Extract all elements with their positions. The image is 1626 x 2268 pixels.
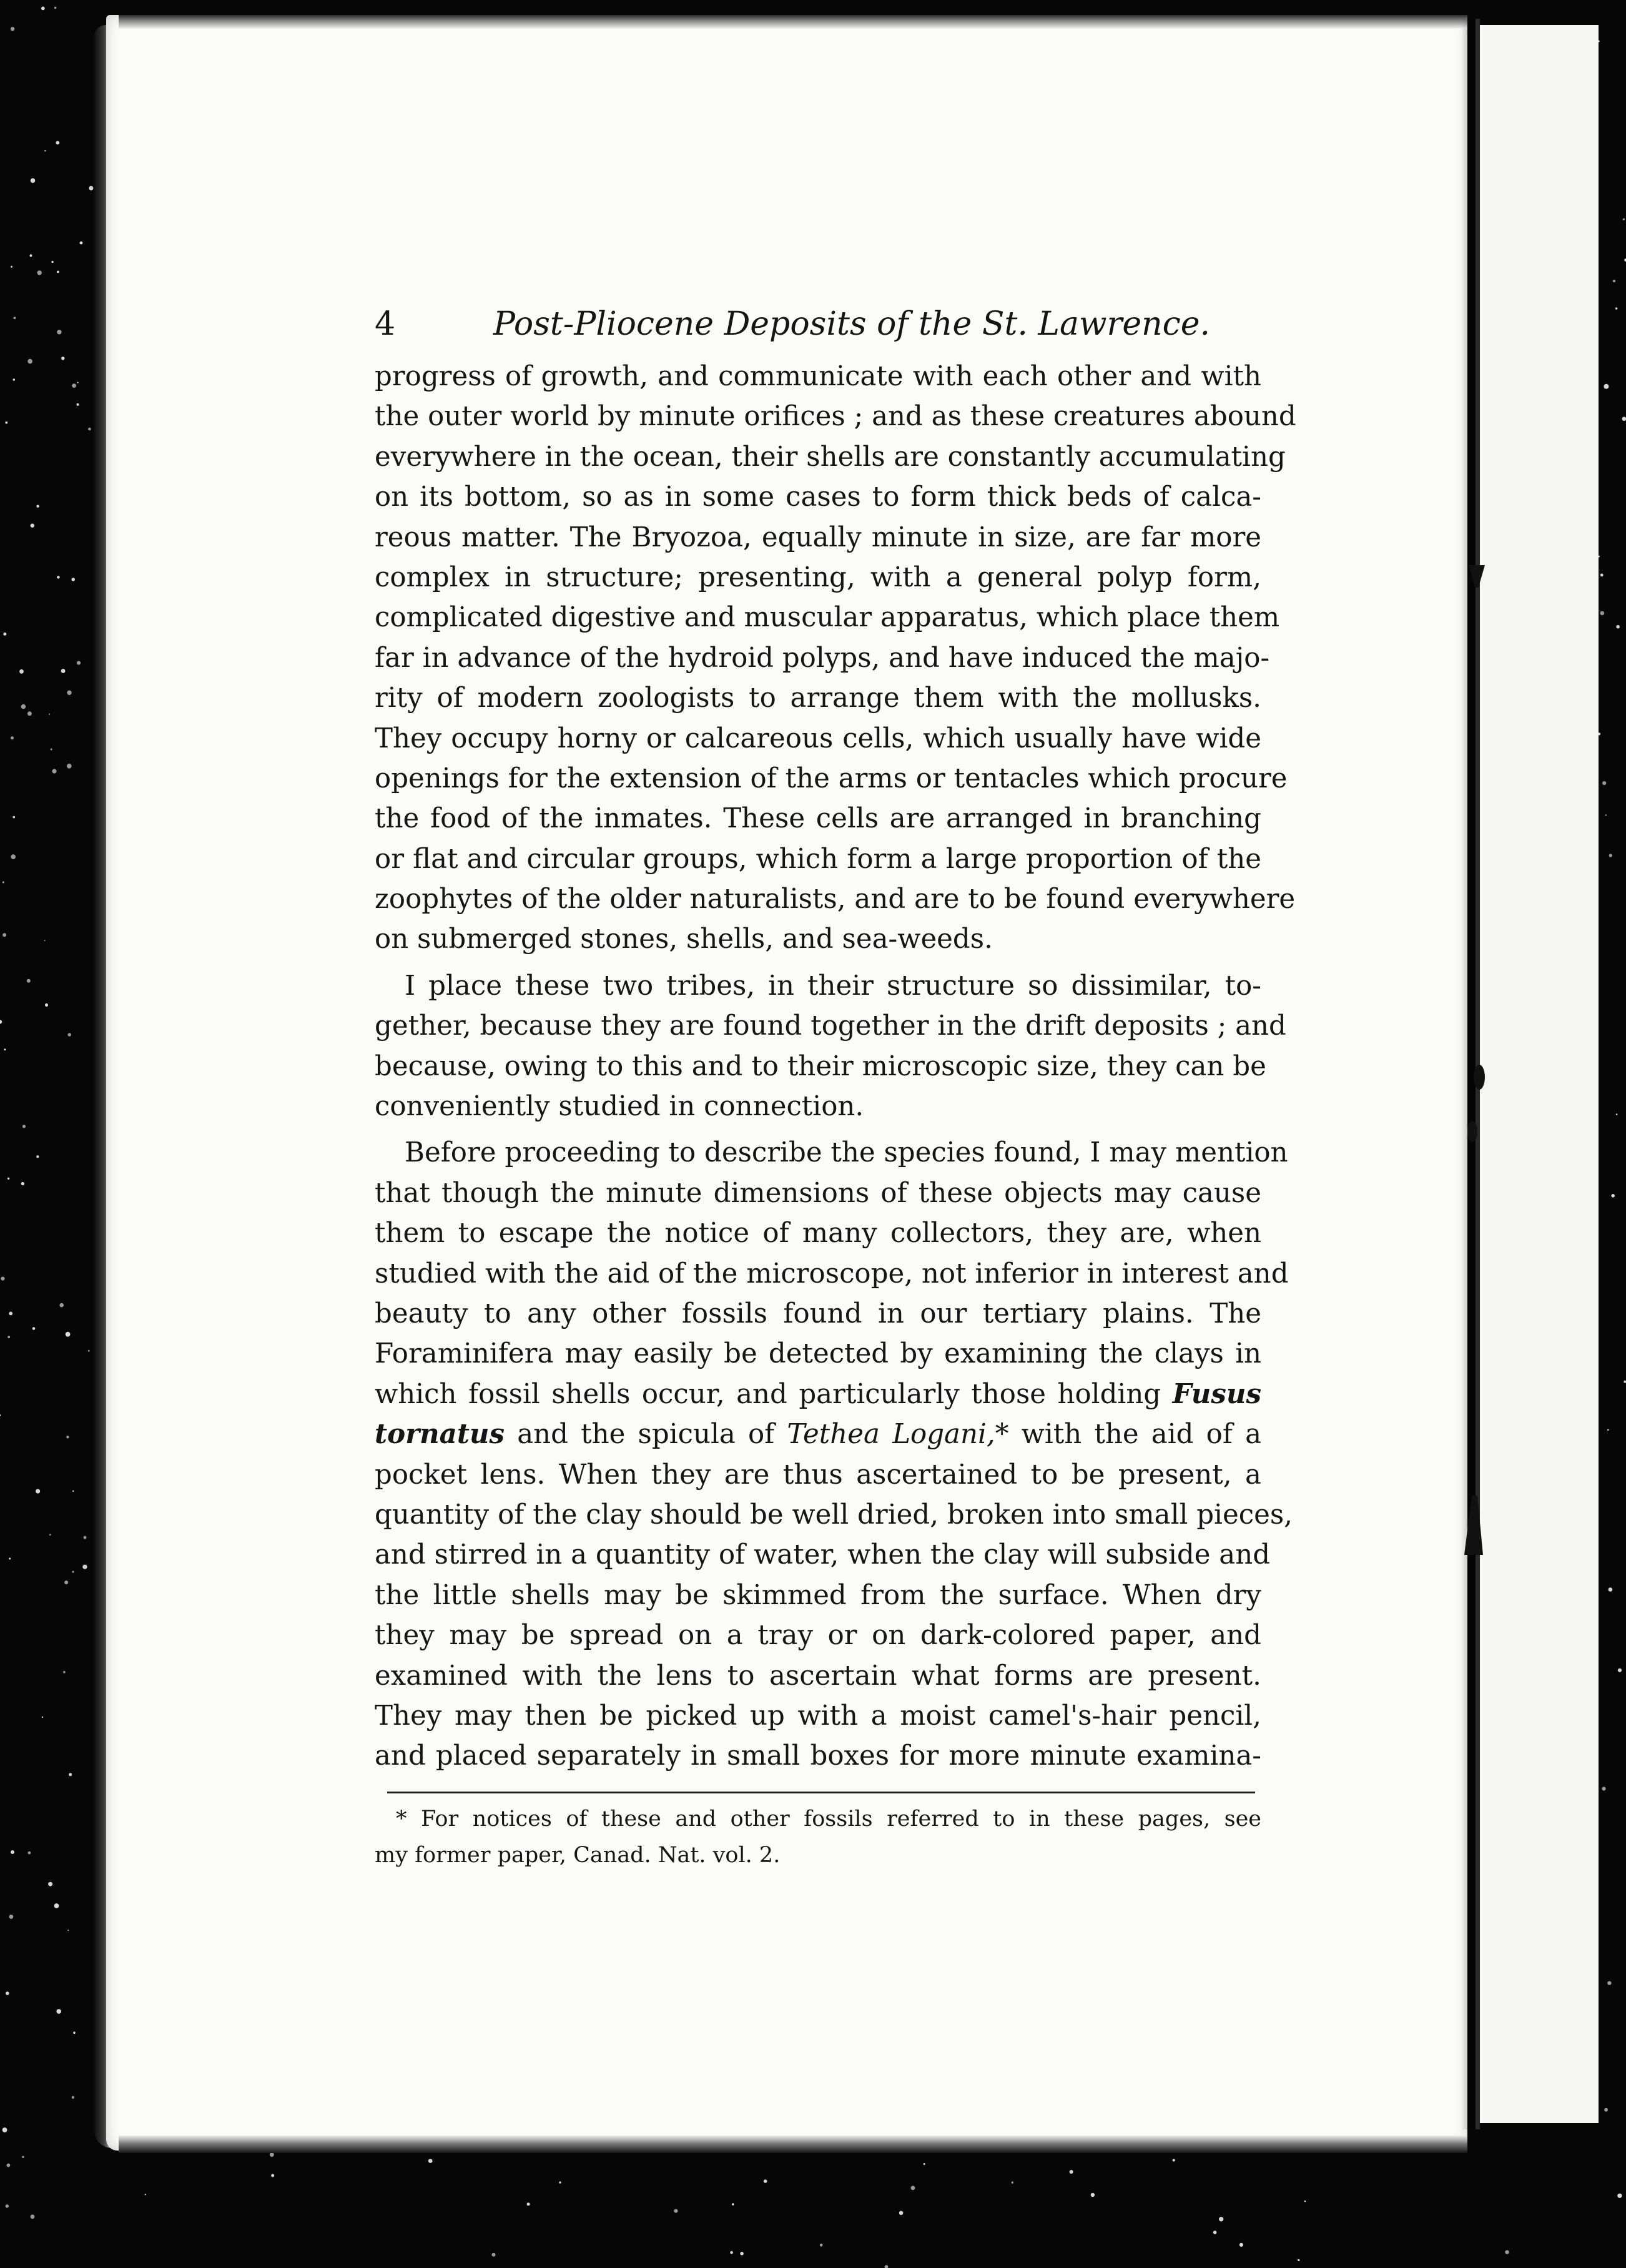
scan-speck bbox=[49, 714, 50, 715]
scan-speck bbox=[271, 2174, 274, 2177]
scan-speck bbox=[54, 1903, 59, 1908]
scan-speck bbox=[31, 178, 36, 183]
scan-speck bbox=[49, 1534, 51, 1536]
text-run: and the spicula of bbox=[505, 1419, 787, 1451]
scan-speck bbox=[1, 1277, 4, 1281]
scan-speck bbox=[1012, 2181, 1013, 2183]
text-line: because, owing to this and to their microscopic size, they can be bbox=[375, 1050, 1266, 1082]
scan-speck bbox=[27, 979, 31, 983]
italic-term: Tethea Logani, bbox=[787, 1419, 995, 1451]
scan-speck bbox=[2, 881, 4, 883]
scan-speck bbox=[67, 1930, 69, 1931]
scan-speck bbox=[11, 854, 16, 859]
text-line: zoophytes of the older naturalists, and are to be found everywhere bbox=[375, 884, 1296, 915]
text-line: They occupy horny or calcareous cells, which usually have wide bbox=[375, 722, 1261, 754]
text-line: they may be spread on a tray or on dark-colored paper, and bbox=[375, 1620, 1261, 1652]
footnote-rule bbox=[387, 1792, 1255, 1793]
scan-speck bbox=[6, 1991, 9, 1995]
scan-speck bbox=[764, 2179, 767, 2183]
scan-speck bbox=[1609, 854, 1612, 857]
scan-speck bbox=[1609, 1587, 1613, 1592]
paragraph bbox=[375, 966, 1286, 1127]
text-line: the food of the inmates. These cells are arranged in branching bbox=[375, 803, 1261, 835]
scan-speck bbox=[740, 2252, 744, 2256]
scan-speck bbox=[1624, 1381, 1626, 1383]
scan-speck bbox=[64, 1580, 68, 1584]
text-line: reous matter. The Bryozoa, equally minute in size, are far more bbox=[375, 521, 1261, 553]
scan-speck bbox=[820, 2244, 823, 2247]
scan-speck bbox=[1617, 2194, 1622, 2198]
scan-speck bbox=[270, 2152, 274, 2157]
scan-speck bbox=[1173, 2159, 1175, 2161]
scan-speck bbox=[88, 1350, 90, 1352]
scan-speck bbox=[145, 2194, 146, 2195]
scan-speck bbox=[1298, 2259, 1299, 2261]
scan-speck bbox=[59, 1303, 64, 1308]
scan-speck bbox=[66, 1436, 69, 1438]
text-line: quantity of the clay should be well dried, broken into small pieces, bbox=[375, 1499, 1293, 1531]
scan-speck bbox=[559, 2181, 561, 2183]
scan-speck bbox=[730, 2251, 733, 2254]
scan-speck bbox=[1304, 2201, 1306, 2202]
scan-speck bbox=[1602, 1787, 1605, 1790]
text-line: them to escape the notice of many collectors, they are, when bbox=[375, 1218, 1261, 1250]
scan-speck bbox=[1616, 1113, 1618, 1115]
scan-speck bbox=[11, 266, 12, 268]
text-line: complicated digestive and muscular apparatus, which place them bbox=[375, 602, 1280, 634]
page-top-edge bbox=[119, 15, 1467, 29]
scan-speck bbox=[57, 330, 61, 334]
scan-speck bbox=[7, 2164, 11, 2167]
scan-speck bbox=[41, 7, 45, 11]
scan-speck bbox=[2, 933, 6, 937]
scan-speck bbox=[19, 669, 24, 674]
scan-speck bbox=[88, 428, 91, 431]
text-line: on submerged stones, shells, and sea-weeds. bbox=[375, 924, 993, 955]
text-line: openings for the extension of the arms or tentacles which procure bbox=[375, 762, 1288, 794]
scan-speck bbox=[11, 1850, 14, 1854]
text-line: far in advance of the hydroid polyps, and have induced the majo- bbox=[375, 642, 1270, 674]
scan-speck bbox=[11, 736, 14, 739]
scan-speck bbox=[1607, 1429, 1609, 1431]
scan-speck bbox=[1604, 384, 1609, 389]
scan-speck bbox=[7, 1336, 10, 1338]
text-line: progress of growth, and communicate with each other and with bbox=[375, 361, 1261, 392]
text-line: and stirred in a quantity of water, when the clay will subside and bbox=[375, 1539, 1271, 1571]
text-line: that though the minute dimensions of these objects may cause bbox=[375, 1177, 1261, 1209]
scan-speck bbox=[36, 1489, 40, 1494]
text-line: beauty to any other fossils found in our tertiary plains. The bbox=[375, 1298, 1261, 1329]
scan-speck bbox=[61, 669, 66, 673]
scan-speck bbox=[57, 576, 60, 579]
scan-speck bbox=[0, 1020, 2, 1023]
italic-term: Fusus bbox=[1172, 1378, 1262, 1410]
scan-speck bbox=[31, 524, 34, 528]
scan-speck bbox=[428, 2159, 433, 2163]
text-line: I place these two tribes, in their structure so dissimilar, to- bbox=[405, 970, 1261, 1002]
scan-speck bbox=[22, 1125, 26, 1128]
scan-speck bbox=[69, 1773, 72, 1776]
scan-speck bbox=[1602, 781, 1606, 785]
text-line: and placed separately in small boxes for more minute examina- bbox=[375, 1740, 1261, 1772]
text-line bbox=[375, 1374, 1261, 1414]
scan-speck bbox=[1213, 2231, 1217, 2234]
scan-speck bbox=[9, 1915, 14, 1919]
scan-speck bbox=[51, 749, 52, 751]
scan-speck bbox=[89, 186, 93, 190]
scan-speck bbox=[1615, 307, 1617, 309]
text-line: rity of modern zoologists to arrange them with the mollusks. bbox=[375, 683, 1261, 714]
scan-speck bbox=[0, 1414, 1, 1416]
scan-speck bbox=[72, 1571, 74, 1573]
scan-speck bbox=[1618, 1669, 1622, 1672]
scan-speck bbox=[77, 403, 79, 406]
scan-speck bbox=[1611, 1194, 1615, 1198]
scan-speck bbox=[67, 691, 71, 695]
text-line: the little shells may be skimmed from the surface. When dry bbox=[375, 1579, 1261, 1611]
scan-speck bbox=[57, 271, 59, 274]
scan-speck bbox=[2, 2127, 7, 2132]
running-title: Post-Pliocene Deposits of the St. Lawrence. bbox=[493, 305, 1211, 343]
scan-speck bbox=[1219, 2217, 1223, 2221]
scan-speck bbox=[14, 317, 16, 319]
scan-speck bbox=[21, 1182, 24, 1185]
page-text bbox=[375, 303, 1296, 1873]
scan-speck bbox=[72, 1491, 74, 1492]
footnote-line: my former paper, Canad. Nat. vol. 2. bbox=[375, 1842, 781, 1868]
text-line: Before proceeding to describe the species found, I may mention bbox=[405, 1137, 1288, 1169]
scan-speck bbox=[44, 150, 46, 152]
scan-speck bbox=[37, 270, 42, 275]
scan-speck bbox=[82, 1565, 87, 1569]
scan-speck bbox=[899, 2211, 904, 2216]
scan-speck bbox=[73, 2031, 76, 2034]
text-line bbox=[375, 1414, 1261, 1454]
scan-speck bbox=[56, 2009, 61, 2014]
adjacent-page-strip bbox=[1480, 25, 1599, 2123]
scan-speck bbox=[13, 378, 16, 381]
scan-speck bbox=[11, 27, 14, 31]
text-line: Foraminifera may easily be detected by examining the clays in bbox=[375, 1338, 1261, 1370]
scan-speck bbox=[1607, 1981, 1611, 1985]
scan-speck bbox=[42, 1717, 43, 1718]
scan-speck bbox=[52, 769, 56, 773]
scan-speck bbox=[77, 661, 81, 665]
text-line: complex in structure; presenting, with a general polyp form, bbox=[375, 561, 1261, 593]
text-line: conveniently studied in connection. bbox=[375, 1091, 864, 1123]
scan-speck bbox=[22, 2156, 24, 2158]
scan-speck bbox=[1613, 280, 1615, 282]
scan-speck bbox=[1604, 2108, 1608, 2112]
scan-speck bbox=[911, 2186, 915, 2190]
binding-mark bbox=[1467, 1121, 1477, 1142]
text-run: * with the aid of a bbox=[995, 1419, 1261, 1451]
scan-speck bbox=[44, 940, 46, 941]
scan-speck bbox=[732, 2203, 734, 2206]
scan-speck bbox=[674, 2209, 678, 2213]
scan-speck bbox=[1622, 417, 1626, 421]
scan-speck bbox=[21, 704, 26, 709]
page-number: 4 bbox=[375, 305, 396, 343]
text-run: which fossil shells occur, and particularly those holding bbox=[375, 1378, 1161, 1410]
scan-speck bbox=[29, 254, 32, 257]
scan-speck bbox=[1505, 2250, 1509, 2254]
scan-speck bbox=[66, 1332, 71, 1337]
scan-speck bbox=[27, 711, 32, 716]
scan-speck bbox=[1239, 2243, 1243, 2247]
running-head bbox=[375, 303, 1261, 357]
scan-speck bbox=[27, 359, 32, 364]
scan-speck bbox=[51, 261, 53, 263]
scan-speck bbox=[56, 141, 59, 145]
scan-speck bbox=[68, 1033, 71, 1036]
text-line: everywhere in the ocean, their shells are constantly accumulating bbox=[375, 441, 1286, 473]
scan-speck bbox=[1600, 574, 1604, 577]
text-line: studied with the aid of the microscope, not inferior in interest and bbox=[375, 1258, 1289, 1289]
page-bottom-edge bbox=[119, 2136, 1467, 2153]
footnote-line: * For notices of these and other fossils referred to in these pages, see bbox=[396, 1806, 1261, 1832]
scan-speck bbox=[7, 1178, 9, 1180]
text-line: pocket lens. When they are thus ascertained to be present, a bbox=[375, 1459, 1261, 1491]
footnote bbox=[375, 1801, 1261, 1873]
scan-speck bbox=[72, 383, 76, 388]
text-line: examined with the lens to ascertain what forms are present. bbox=[375, 1660, 1261, 1692]
text-line: the outer world by minute orifices ; and as these creatures abound bbox=[375, 401, 1296, 433]
scan-speck bbox=[71, 578, 75, 581]
scan-speck bbox=[1070, 2170, 1073, 2174]
scan-speck bbox=[37, 505, 39, 508]
scan-speck bbox=[28, 1851, 31, 1855]
scan-speck bbox=[54, 7, 56, 9]
scan-speck bbox=[1600, 611, 1605, 616]
scan-speck bbox=[79, 242, 82, 245]
scan-speck bbox=[924, 2163, 925, 2165]
scan-speck bbox=[1623, 219, 1625, 220]
scan-speck bbox=[84, 1536, 87, 1539]
text-line: They may then be picked up with a moist camel's-hair pencil, bbox=[375, 1700, 1261, 1732]
scan-speck bbox=[492, 2253, 496, 2257]
scan-speck bbox=[45, 1003, 48, 1007]
scan-speck bbox=[4, 1048, 6, 1050]
text-line: gether, because they are found together in the drift deposits ; and bbox=[375, 1010, 1286, 1042]
paragraph bbox=[375, 357, 1296, 960]
scan-speck bbox=[9, 1312, 12, 1316]
scan-speck bbox=[5, 422, 7, 424]
scan-speck bbox=[1616, 625, 1620, 629]
scan-speck bbox=[1605, 814, 1607, 816]
scan-speck bbox=[67, 764, 72, 769]
italic-term: tornatus bbox=[375, 1418, 505, 1451]
scan-speck bbox=[3, 633, 6, 636]
scan-speck bbox=[9, 1558, 11, 1560]
scan-speck bbox=[61, 357, 64, 360]
text-line: or flat and circular groups, which form a large proportion of the bbox=[375, 843, 1261, 875]
scan-speck bbox=[36, 1155, 39, 1158]
text-line: on its bottom, so as in some cases to form thick beds of calca- bbox=[375, 481, 1261, 513]
scan-speck bbox=[885, 2265, 889, 2268]
paragraph bbox=[375, 1133, 1293, 1776]
scan-speck bbox=[1091, 2193, 1095, 2197]
binding-mark bbox=[1474, 1065, 1485, 1090]
scan-speck bbox=[527, 2202, 530, 2206]
scan-speck bbox=[48, 1882, 52, 1886]
scan-speck bbox=[72, 2096, 74, 2099]
scan-speck bbox=[6, 2204, 9, 2207]
scan-speck bbox=[32, 1327, 36, 1330]
scan-speck bbox=[13, 816, 16, 819]
scan-speck bbox=[63, 1671, 66, 1674]
scan-speck bbox=[31, 2214, 35, 2219]
scan-speck bbox=[77, 382, 79, 383]
